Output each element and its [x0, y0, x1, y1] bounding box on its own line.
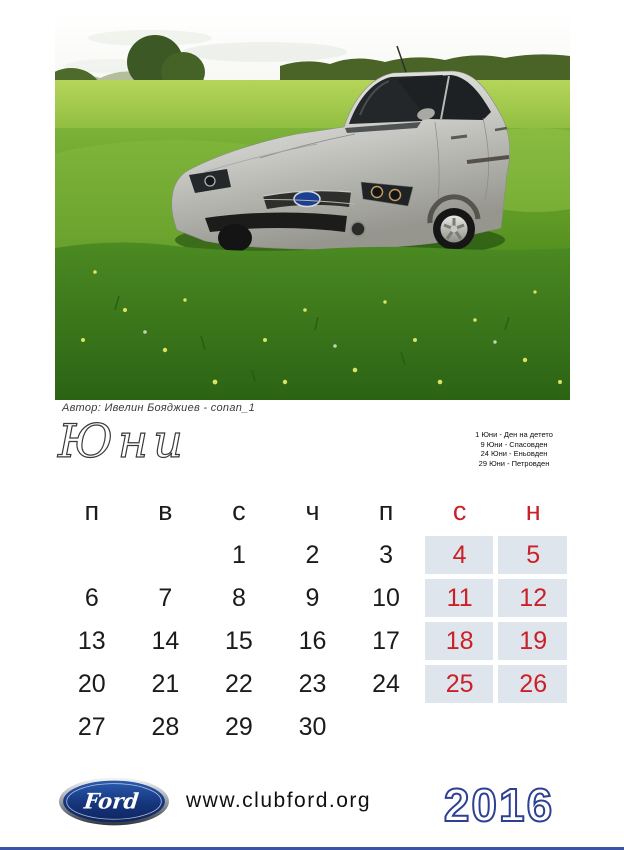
week-row	[55, 534, 570, 577]
ford-badge	[294, 192, 320, 207]
year-label: 2016	[443, 779, 555, 831]
ford-logo-text: Ford	[82, 789, 140, 815]
day-empty	[55, 534, 129, 577]
day-5: 5	[496, 534, 570, 577]
day-14: 14	[151, 627, 180, 655]
car-photo-illustration	[55, 10, 570, 400]
day-16: 16	[298, 627, 327, 655]
weekday-header-6: с	[452, 495, 467, 526]
day-19: 19	[496, 620, 570, 663]
day-empty	[496, 706, 570, 749]
week-row	[55, 577, 570, 620]
day-21: 21	[151, 670, 180, 698]
week-row	[55, 620, 570, 663]
fog-light	[351, 222, 365, 236]
day-empty	[129, 534, 203, 577]
day-10: 10	[372, 584, 400, 612]
holiday-item: 29 Юни - Петровден	[478, 458, 550, 468]
website-link[interactable]: www.clubford.org	[186, 789, 372, 812]
holiday-item: 1 Юни - Ден на детето	[475, 430, 553, 439]
weekday-header-4: ч	[305, 495, 320, 526]
car-photo	[55, 10, 570, 400]
front-wheel	[218, 224, 252, 252]
day-7: 7	[158, 584, 173, 612]
day-23: 23	[298, 670, 327, 698]
day-22: 22	[225, 670, 253, 698]
weekday-header-2: в	[158, 495, 173, 526]
holiday-item: 9 Юни - Спасовден	[480, 439, 548, 449]
day-1: 1	[231, 541, 246, 569]
weekday-header-5: п	[378, 495, 394, 526]
weekday-header-1: п	[84, 495, 100, 526]
day-27: 27	[77, 713, 106, 741]
day-25: 25	[423, 663, 497, 706]
weekday-header-7: н	[525, 495, 541, 526]
day-empty	[349, 706, 423, 749]
holiday-item: 24 Юни - Еньовден	[480, 449, 548, 459]
weekday-header-row	[55, 488, 570, 534]
month-title: Юни	[58, 414, 188, 468]
foreground-grass	[55, 242, 570, 400]
day-13: 13	[77, 627, 106, 655]
photo-author-caption: Автор: Ивелин Бояджиев - conan_1	[62, 402, 256, 414]
weekday-header-3: с	[232, 495, 246, 526]
day-17: 17	[372, 627, 400, 655]
day-6: 6	[84, 584, 99, 612]
week-row	[55, 706, 570, 749]
week-row	[55, 663, 570, 706]
day-3: 3	[379, 541, 394, 569]
day-11: 11	[423, 577, 497, 620]
day-8: 8	[231, 584, 246, 612]
door-handle	[451, 136, 467, 138]
day-29: 29	[225, 713, 253, 741]
day-30: 30	[298, 713, 327, 741]
ford-logo	[58, 776, 170, 828]
day-empty	[423, 706, 497, 749]
day-18: 18	[423, 620, 497, 663]
calendar-weeks	[55, 534, 570, 749]
calendar-grid	[55, 488, 570, 749]
day-15: 15	[225, 627, 253, 655]
holiday-list	[428, 430, 600, 468]
day-20: 20	[77, 670, 106, 698]
day-9: 9	[305, 584, 320, 612]
day-28: 28	[151, 713, 180, 741]
day-12: 12	[496, 577, 570, 620]
day-24: 24	[372, 670, 400, 698]
day-4: 4	[423, 534, 497, 577]
day-2: 2	[305, 541, 320, 569]
day-26: 26	[496, 663, 570, 706]
